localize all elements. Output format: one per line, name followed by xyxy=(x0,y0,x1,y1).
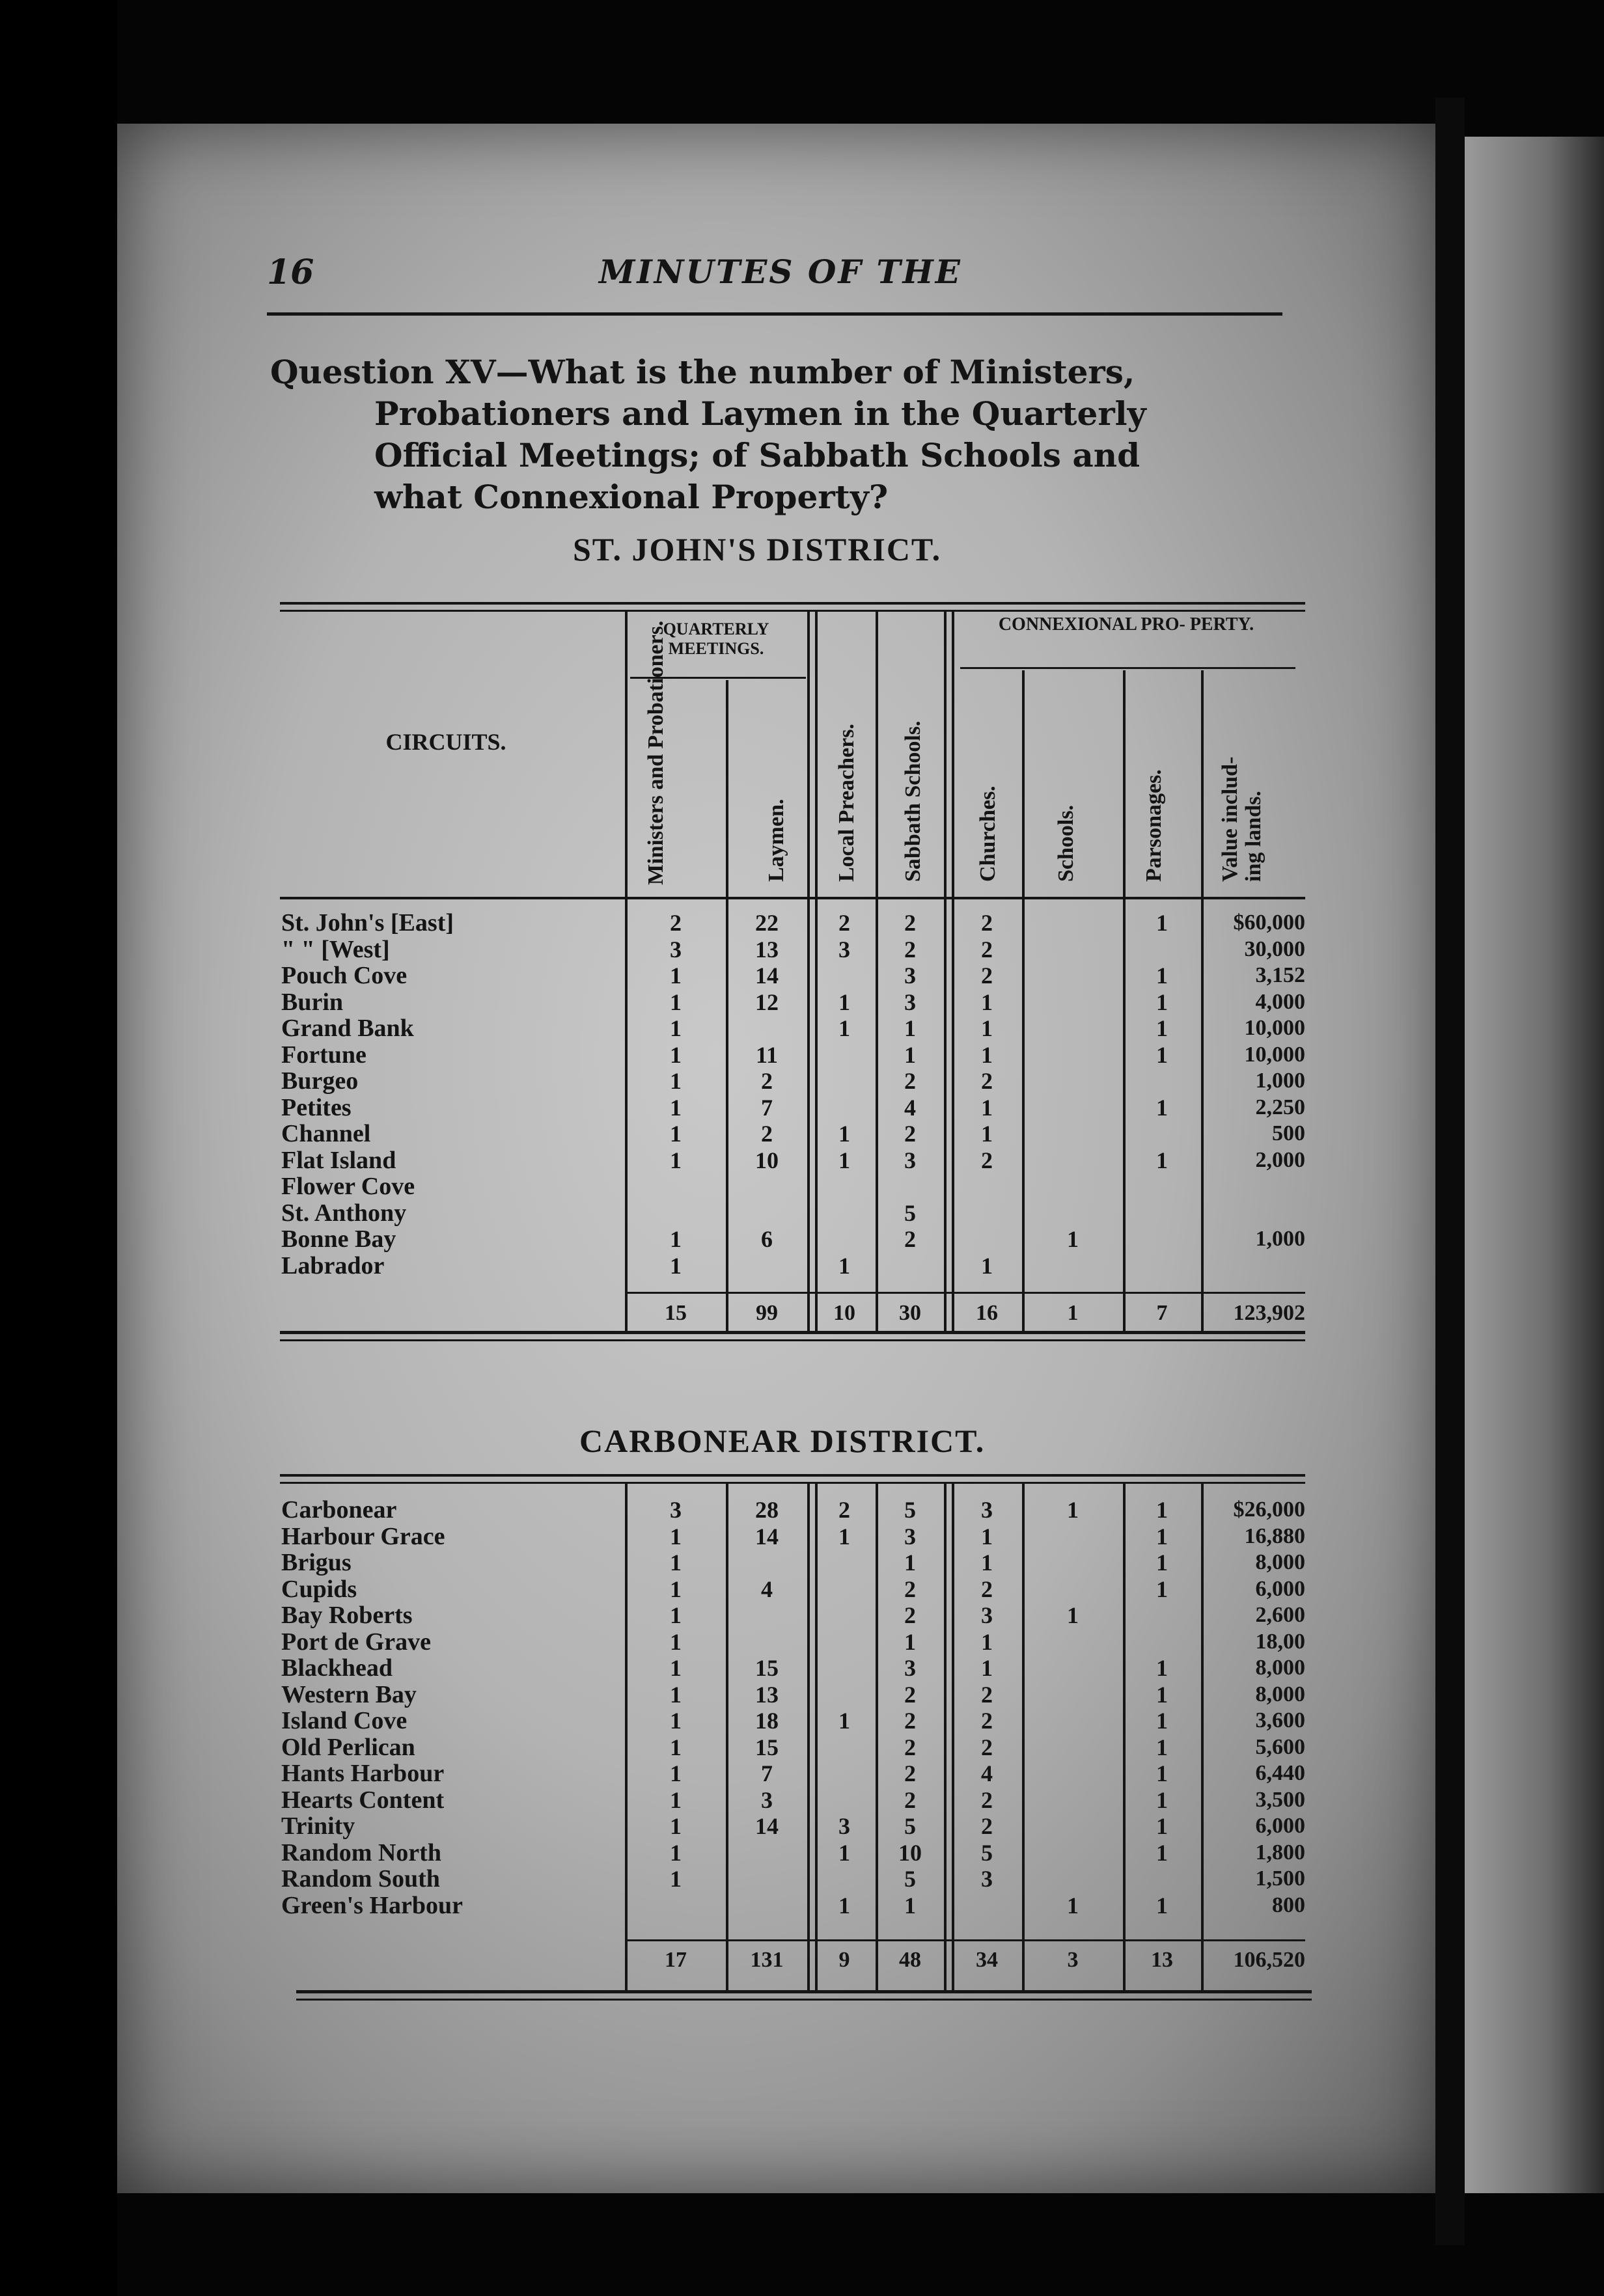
column-divider xyxy=(1022,1484,1025,1991)
cell-ministers: 1 xyxy=(670,1708,682,1734)
cell-value: 30,000 xyxy=(1244,936,1305,961)
cell-local: 1 xyxy=(838,1252,850,1279)
cell-value: 18,00 xyxy=(1255,1629,1305,1654)
column-divider xyxy=(726,680,728,1334)
cell-local: 1 xyxy=(838,1523,850,1550)
cell-churches: 2 xyxy=(981,1786,993,1813)
cell-value: 4,000 xyxy=(1255,989,1305,1014)
cell-churches: 2 xyxy=(981,1708,993,1734)
cell-sabbath: 2 xyxy=(904,1760,916,1786)
cell-value: 5,600 xyxy=(1255,1734,1305,1759)
total-local: 10 xyxy=(833,1301,855,1325)
cell-ministers: 1 xyxy=(670,1760,682,1786)
district-title: CARBONEAR DISTRICT. xyxy=(579,1423,986,1459)
cell-value: 10,000 xyxy=(1244,1016,1305,1040)
cell-sabbath: 3 xyxy=(904,1655,916,1681)
circuit-name: Island Cove xyxy=(281,1707,408,1734)
group-underline xyxy=(960,667,1295,669)
cell-ministers: 1 xyxy=(670,1550,682,1576)
column-divider xyxy=(944,612,947,1334)
cell-sabbath: 3 xyxy=(904,1523,916,1550)
cell-laymen: 13 xyxy=(755,1681,779,1708)
cell-laymen: 11 xyxy=(755,1041,778,1068)
cell-parsonages: 1 xyxy=(1156,1839,1168,1866)
total-churches: 34 xyxy=(976,1948,998,1972)
cell-parsonages: 1 xyxy=(1156,1786,1168,1813)
cell-ministers: 1 xyxy=(670,1866,682,1892)
cell-laymen: 10 xyxy=(755,1147,779,1173)
cell-ministers: 1 xyxy=(670,1839,682,1866)
cell-sabbath: 2 xyxy=(904,1576,916,1602)
cell-ministers: 3 xyxy=(670,1497,682,1523)
cell-parsonages: 1 xyxy=(1156,1147,1168,1173)
cell-sabbath: 2 xyxy=(904,910,916,936)
cell-parsonages: 1 xyxy=(1156,1892,1168,1919)
cell-churches: 1 xyxy=(981,1121,993,1147)
cell-schools: 1 xyxy=(1067,1892,1079,1919)
cell-sabbath: 1 xyxy=(904,1015,916,1041)
cell-parsonages: 1 xyxy=(1156,910,1168,936)
total-churches: 16 xyxy=(976,1301,998,1325)
facing-page-edge xyxy=(1465,137,1604,2193)
col-value-header: Value includ- ing lands. xyxy=(1218,756,1265,882)
cell-ministers: 1 xyxy=(670,963,682,989)
scan-border xyxy=(0,0,117,2296)
cell-ministers: 1 xyxy=(670,1068,682,1094)
book-gutter xyxy=(1435,98,1465,2245)
circuit-name: Port de Grave xyxy=(281,1628,432,1656)
circuit-name: " " [West] xyxy=(281,935,390,963)
cell-ministers: 1 xyxy=(670,989,682,1015)
cell-laymen: 12 xyxy=(755,989,779,1015)
cell-churches: 1 xyxy=(981,1094,993,1121)
cell-parsonages: 1 xyxy=(1156,1708,1168,1734)
cell-parsonages: 1 xyxy=(1156,1550,1168,1576)
circuits-header: CIRCUITS. xyxy=(385,729,506,755)
total-sabbath: 30 xyxy=(899,1301,921,1325)
cell-value: 8,000 xyxy=(1255,1682,1305,1706)
circuit-name: Carbonear xyxy=(281,1496,397,1524)
cell-laymen: 7 xyxy=(761,1760,773,1786)
cell-churches: 5 xyxy=(981,1839,993,1866)
cell-value: 16,880 xyxy=(1244,1524,1305,1548)
total-laymen: 99 xyxy=(756,1301,778,1325)
cell-churches: 2 xyxy=(981,1734,993,1760)
cell-sabbath: 5 xyxy=(904,1813,916,1839)
total-local: 9 xyxy=(838,1948,850,1972)
col-sabbath-schools-header: Sabbath Schools. xyxy=(901,720,925,882)
circuit-name: Petites xyxy=(281,1093,352,1121)
cell-churches: 2 xyxy=(981,1813,993,1839)
circuit-name: Fortune xyxy=(281,1041,366,1069)
column-divider xyxy=(807,1484,810,1991)
cell-value: 8,000 xyxy=(1255,1656,1305,1680)
cell-sabbath: 2 xyxy=(904,936,916,963)
cell-sabbath: 2 xyxy=(904,1734,916,1760)
cell-laymen: 22 xyxy=(755,910,779,936)
cell-ministers: 1 xyxy=(670,1681,682,1708)
cell-churches: 2 xyxy=(981,1147,993,1173)
question-text xyxy=(270,351,1292,518)
cell-sabbath: 5 xyxy=(904,1199,916,1226)
table-bottom-rule xyxy=(296,1990,1312,1993)
cell-ministers: 1 xyxy=(670,1655,682,1681)
question-line: Official Meetings; of Sabbath Schools and xyxy=(374,436,1141,474)
circuit-name: Pouch Cove xyxy=(281,962,408,989)
cell-laymen: 2 xyxy=(761,1121,773,1147)
cell-parsonages: 1 xyxy=(1156,1497,1168,1523)
cell-parsonages: 1 xyxy=(1156,1576,1168,1602)
cell-churches: 2 xyxy=(981,1068,993,1094)
cell-value: $26,000 xyxy=(1233,1497,1305,1522)
cell-parsonages: 1 xyxy=(1156,1760,1168,1786)
head-rule xyxy=(267,312,1282,316)
cell-value: 6,000 xyxy=(1255,1576,1305,1601)
cell-churches: 3 xyxy=(981,1602,993,1628)
cell-sabbath: 2 xyxy=(904,1708,916,1734)
running-head xyxy=(267,253,1282,292)
cell-sabbath: 1 xyxy=(904,1041,916,1068)
circuit-name: Burgeo xyxy=(281,1067,359,1095)
cell-sabbath: 5 xyxy=(904,1866,916,1892)
circuit-name: Hearts Content xyxy=(281,1786,445,1814)
circuit-name: Cupids xyxy=(281,1575,357,1603)
cell-churches: 1 xyxy=(981,1628,993,1655)
total-value: 106,520 xyxy=(1233,1948,1305,1972)
circuit-name: Hants Harbour xyxy=(281,1760,445,1787)
total-ministers: 15 xyxy=(665,1301,687,1325)
question-line: what Connexional Property? xyxy=(374,478,889,516)
cell-parsonages: 1 xyxy=(1156,989,1168,1015)
cell-ministers: 1 xyxy=(670,1786,682,1813)
circuit-name: Flat Island xyxy=(281,1146,396,1174)
total-parsonages: 13 xyxy=(1151,1948,1173,1972)
cell-value: 6,000 xyxy=(1255,1814,1305,1838)
total-laymen: 131 xyxy=(750,1948,784,1972)
column-divider xyxy=(1123,670,1126,1334)
circuit-name: St. Anthony xyxy=(281,1199,407,1227)
circuit-name: Old Perlican xyxy=(281,1733,415,1761)
cell-value: 800 xyxy=(1272,1893,1305,1917)
cell-local: 1 xyxy=(838,1892,850,1919)
column-divider xyxy=(807,612,810,1334)
cell-churches: 2 xyxy=(981,910,993,936)
cell-churches: 2 xyxy=(981,963,993,989)
cell-sabbath: 2 xyxy=(904,1786,916,1813)
cell-value: 1,000 xyxy=(1255,1227,1305,1251)
circuit-name: Random South xyxy=(281,1865,440,1893)
cell-ministers: 1 xyxy=(670,1121,682,1147)
cell-sabbath: 3 xyxy=(904,963,916,989)
circuit-name: Western Bay xyxy=(281,1680,417,1708)
cell-value: 2,000 xyxy=(1255,1147,1305,1172)
circuit-name: Channel xyxy=(281,1120,371,1147)
total-schools: 3 xyxy=(1067,1948,1079,1972)
cell-churches: 1 xyxy=(981,1252,993,1279)
cell-laymen: 14 xyxy=(755,1523,779,1550)
total-schools: 1 xyxy=(1067,1301,1079,1325)
column-divider xyxy=(625,1484,628,1991)
cell-local: 1 xyxy=(838,1015,850,1041)
cell-laymen: 7 xyxy=(761,1094,773,1121)
cell-ministers: 1 xyxy=(670,1734,682,1760)
cell-parsonages: 1 xyxy=(1156,1041,1168,1068)
table-top-rule xyxy=(280,1482,1305,1484)
cell-ministers: 1 xyxy=(670,1041,682,1068)
header-bottom-rule xyxy=(280,897,1305,899)
question-line: Question XV—What is the number of Ministers, xyxy=(270,353,1135,391)
cell-local: 1 xyxy=(838,1708,850,1734)
cell-laymen: 4 xyxy=(761,1576,773,1602)
cell-sabbath: 2 xyxy=(904,1681,916,1708)
cell-laymen: 18 xyxy=(755,1708,779,1734)
total-value: 123,902 xyxy=(1233,1301,1305,1325)
circuit-name: Grand Bank xyxy=(281,1015,414,1042)
cell-churches: 1 xyxy=(981,1655,993,1681)
cell-value: 1,800 xyxy=(1255,1840,1305,1865)
cell-value: 500 xyxy=(1272,1121,1305,1145)
cell-ministers: 2 xyxy=(670,910,682,936)
cell-churches: 2 xyxy=(981,936,993,963)
cell-ministers: 1 xyxy=(670,1252,682,1279)
table-top-rule xyxy=(280,610,1305,612)
table-bottom-rule xyxy=(296,1999,1312,2001)
cell-value: 3,152 xyxy=(1255,963,1305,987)
cell-ministers: 1 xyxy=(670,1226,682,1252)
cell-sabbath: 3 xyxy=(904,1147,916,1173)
cell-sabbath: 2 xyxy=(904,1226,916,1252)
cell-value: 3,600 xyxy=(1255,1708,1305,1732)
cell-ministers: 3 xyxy=(670,936,682,963)
circuit-name: Green's Harbour xyxy=(281,1891,463,1919)
cell-ministers: 1 xyxy=(670,1813,682,1839)
cell-sabbath: 2 xyxy=(904,1068,916,1094)
cell-churches: 3 xyxy=(981,1497,993,1523)
circuit-name: Blackhead xyxy=(281,1654,393,1682)
col-churches-header: Churches. xyxy=(976,786,1000,882)
col-parsonages-header: Parsonages. xyxy=(1142,769,1166,882)
circuit-name: Random North xyxy=(281,1838,441,1866)
cell-laymen: 14 xyxy=(755,963,779,989)
column-divider xyxy=(1022,670,1025,1334)
connexional-property-header: CONNEXIONAL PRO- PERTY. xyxy=(998,614,1254,635)
cell-sabbath: 5 xyxy=(904,1497,916,1523)
cell-local: 1 xyxy=(838,1839,850,1866)
cell-churches: 1 xyxy=(981,1015,993,1041)
cell-churches: 2 xyxy=(981,1681,993,1708)
cell-sabbath: 1 xyxy=(904,1550,916,1576)
cell-laymen: 14 xyxy=(755,1813,779,1839)
cell-schools: 1 xyxy=(1067,1497,1079,1523)
cell-schools: 1 xyxy=(1067,1602,1079,1628)
cell-sabbath: 1 xyxy=(904,1892,916,1919)
cell-local: 3 xyxy=(838,936,850,963)
total-sabbath: 48 xyxy=(899,1948,921,1972)
cell-ministers: 1 xyxy=(670,1094,682,1121)
table-bottom-rule xyxy=(280,1339,1305,1341)
cell-sabbath: 1 xyxy=(904,1628,916,1655)
page-number: 16 xyxy=(267,253,314,292)
column-divider xyxy=(944,1484,947,1991)
cell-laymen: 15 xyxy=(755,1655,779,1681)
circuit-name: Labrador xyxy=(281,1251,385,1279)
cell-sabbath: 2 xyxy=(904,1121,916,1147)
cell-local: 1 xyxy=(838,989,850,1015)
cell-local: 2 xyxy=(838,910,850,936)
table-bottom-rule xyxy=(280,1331,1305,1334)
cell-ministers: 1 xyxy=(670,1602,682,1628)
col-local-preachers-header: Local Preachers. xyxy=(835,724,859,882)
cell-sabbath: 2 xyxy=(904,1602,916,1628)
cell-laymen: 3 xyxy=(761,1786,773,1813)
col-laymen-header: Laymen. xyxy=(764,799,788,882)
cell-ministers: 1 xyxy=(670,1628,682,1655)
cell-local: 1 xyxy=(838,1147,850,1173)
cell-churches: 1 xyxy=(981,989,993,1015)
circuit-name: Bonne Bay xyxy=(281,1225,396,1253)
cell-churches: 1 xyxy=(981,1041,993,1068)
col-schools-header: Schools. xyxy=(1054,804,1078,882)
cell-laymen: 2 xyxy=(761,1068,773,1094)
cell-ministers: 1 xyxy=(670,1576,682,1602)
cell-ministers: 1 xyxy=(670,1147,682,1173)
cell-local: 1 xyxy=(838,1121,850,1147)
cell-value: $60,000 xyxy=(1233,910,1305,935)
question-line: Probationers and Laymen in the Quarterly xyxy=(374,394,1146,433)
cell-parsonages: 1 xyxy=(1156,1681,1168,1708)
cell-local: 2 xyxy=(838,1497,850,1523)
cell-local: 3 xyxy=(838,1813,850,1839)
table-top-rule xyxy=(280,602,1305,605)
cell-laymen: 28 xyxy=(755,1497,779,1523)
cell-sabbath: 10 xyxy=(898,1839,922,1866)
cell-ministers: 1 xyxy=(670,1523,682,1550)
running-head-title: MINUTES OF THE xyxy=(599,253,962,291)
cell-value: 1,000 xyxy=(1255,1069,1305,1093)
cell-churches: 4 xyxy=(981,1760,993,1786)
total-parsonages: 7 xyxy=(1156,1301,1168,1325)
cell-parsonages: 1 xyxy=(1156,1813,1168,1839)
cell-laymen: 15 xyxy=(755,1734,779,1760)
cell-value: 2,250 xyxy=(1255,1095,1305,1119)
circuit-name: St. John's [East] xyxy=(281,909,454,936)
cell-churches: 1 xyxy=(981,1550,993,1576)
cell-value: 1,500 xyxy=(1255,1866,1305,1891)
cell-parsonages: 1 xyxy=(1156,1523,1168,1550)
cell-sabbath: 3 xyxy=(904,989,916,1015)
cell-value: 3,500 xyxy=(1255,1787,1305,1812)
total-ministers: 17 xyxy=(665,1948,687,1972)
cell-churches: 1 xyxy=(981,1523,993,1550)
cell-value: 8,000 xyxy=(1255,1550,1305,1574)
table-top-rule xyxy=(280,1474,1305,1477)
cell-value: 2,600 xyxy=(1255,1603,1305,1627)
column-divider xyxy=(815,612,818,1334)
cell-parsonages: 1 xyxy=(1156,1655,1168,1681)
circuit-name: Burin xyxy=(281,988,344,1016)
cell-laymen: 13 xyxy=(755,936,779,963)
cell-laymen: 6 xyxy=(761,1226,773,1252)
cell-churches: 3 xyxy=(981,1866,993,1892)
cell-sabbath: 4 xyxy=(904,1094,916,1121)
cell-value: 10,000 xyxy=(1244,1042,1305,1067)
quarterly-meetings-header: QUARTERLY MEETINGS. xyxy=(663,620,769,658)
circuit-name: Harbour Grace xyxy=(281,1522,445,1550)
cell-schools: 1 xyxy=(1067,1226,1079,1252)
cell-value: 6,440 xyxy=(1255,1761,1305,1785)
circuit-name: Bay Roberts xyxy=(281,1602,413,1629)
column-divider xyxy=(1123,1484,1126,1991)
circuit-name: Flower Cove xyxy=(281,1173,415,1200)
cell-parsonages: 1 xyxy=(1156,1094,1168,1121)
circuit-name: Brigus xyxy=(281,1549,352,1576)
circuit-name: Trinity xyxy=(281,1812,355,1840)
cell-ministers: 1 xyxy=(670,1015,682,1041)
cell-churches: 2 xyxy=(981,1576,993,1602)
col-ministers-header: Ministers and Probationers. xyxy=(644,620,668,885)
column-divider xyxy=(625,612,628,1334)
column-divider xyxy=(726,1484,728,1991)
district-title: ST. JOHN'S DISTRICT. xyxy=(573,531,942,567)
cell-parsonages: 1 xyxy=(1156,963,1168,989)
cell-parsonages: 1 xyxy=(1156,1015,1168,1041)
cell-parsonages: 1 xyxy=(1156,1734,1168,1760)
